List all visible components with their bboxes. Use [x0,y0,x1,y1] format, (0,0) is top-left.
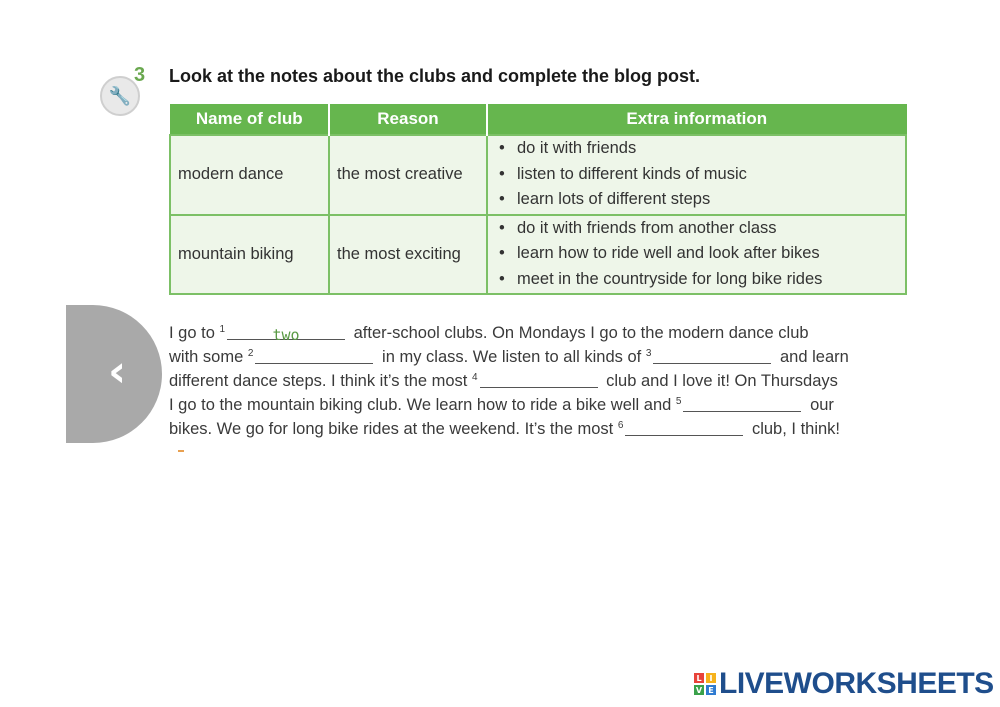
header-extra-information: Extra information [487,105,906,135]
table-row [170,135,906,215]
chevron-left-icon[interactable]: ‹ [108,346,127,397]
logo-letter: L [694,673,704,683]
logo-grid-icon [694,673,716,695]
blog-text: I go to the mountain biking club. We learn how to ride a bike well and [169,396,672,414]
blog-text: bikes. We go for long bike rides at the weekend. It’s the most [169,420,614,438]
gap-2 [255,347,373,364]
list-item: • meet in the countryside for long bike rides [497,267,898,293]
logo-text: LIVEWORKSHEETS [719,667,994,700]
extra-list [495,216,898,293]
list-item: • do it with friends [497,136,898,162]
gap-number: 3 [645,348,652,359]
liveworksheets-logo[interactable] [694,667,994,701]
list-item: • listen to different kinds of music [497,162,898,188]
decorative-mark [178,450,184,452]
header-reason: Reason [329,105,487,135]
blog-text: I go to [169,324,215,342]
exercise-number: 3 [134,64,146,86]
logo-letter: V [695,685,703,695]
blog-line-3 [169,366,899,390]
gap-4-input[interactable] [480,375,598,392]
table-header-row [170,105,906,135]
blog-text: with some [169,348,244,366]
logo-letter: E [706,685,716,695]
club-reason-cell: the most creative [329,135,487,215]
gap-2-input[interactable] [255,351,373,368]
table-row [170,215,906,294]
gap-3-input[interactable] [653,351,771,368]
list-item: • learn how to ride well and look after bikes [497,241,898,267]
gap-5 [683,395,801,412]
gap-1 [227,323,345,340]
header-name-of-club: Name of club [170,105,329,135]
gap-5-input[interactable] [683,399,801,416]
club-extra-cell [487,215,906,294]
gap-3 [653,347,771,364]
gap-4 [480,371,598,388]
blog-text: our [810,396,834,414]
wrench-icon: 🔧 [100,76,140,116]
blog-text: club, I think! [751,420,841,438]
club-extra-cell [487,135,906,215]
club-reason-cell: the most exciting [329,215,487,294]
blog-line-5 [169,414,899,438]
gap-number: 1 [219,324,226,335]
logo-letter: I [706,673,716,683]
blog-post [169,318,899,438]
blog-text: and learn [780,348,849,366]
blog-text: different dance steps. I think it’s the most [169,372,468,390]
extra-list [495,136,898,213]
club-name-cell: modern dance [170,135,329,215]
blog-text: after-school clubs. On Mondays I go to the modern dance club [353,324,809,342]
blog-line-1 [169,318,899,342]
gap-number: 4 [471,372,478,383]
club-name-cell: mountain biking [170,215,329,294]
gap-1-input[interactable] [227,327,345,344]
gap-6 [625,419,743,436]
blog-text: in my class. We listen to all kinds of [382,348,642,366]
exercise-instruction: Look at the notes about the clubs and complete the blog post. [169,66,701,86]
list-item: • learn lots of different steps [497,187,898,213]
gap-number: 6 [617,420,624,431]
blog-line-2 [169,342,899,366]
gap-6-input[interactable] [625,423,743,440]
clubs-table [169,104,907,295]
blog-text: club and I love it! On Thursdays [606,372,838,390]
blog-line-4 [169,390,899,414]
gap-number: 2 [247,348,254,359]
gap-number: 5 [675,396,682,407]
list-item: • do it with friends from another class [497,216,898,242]
